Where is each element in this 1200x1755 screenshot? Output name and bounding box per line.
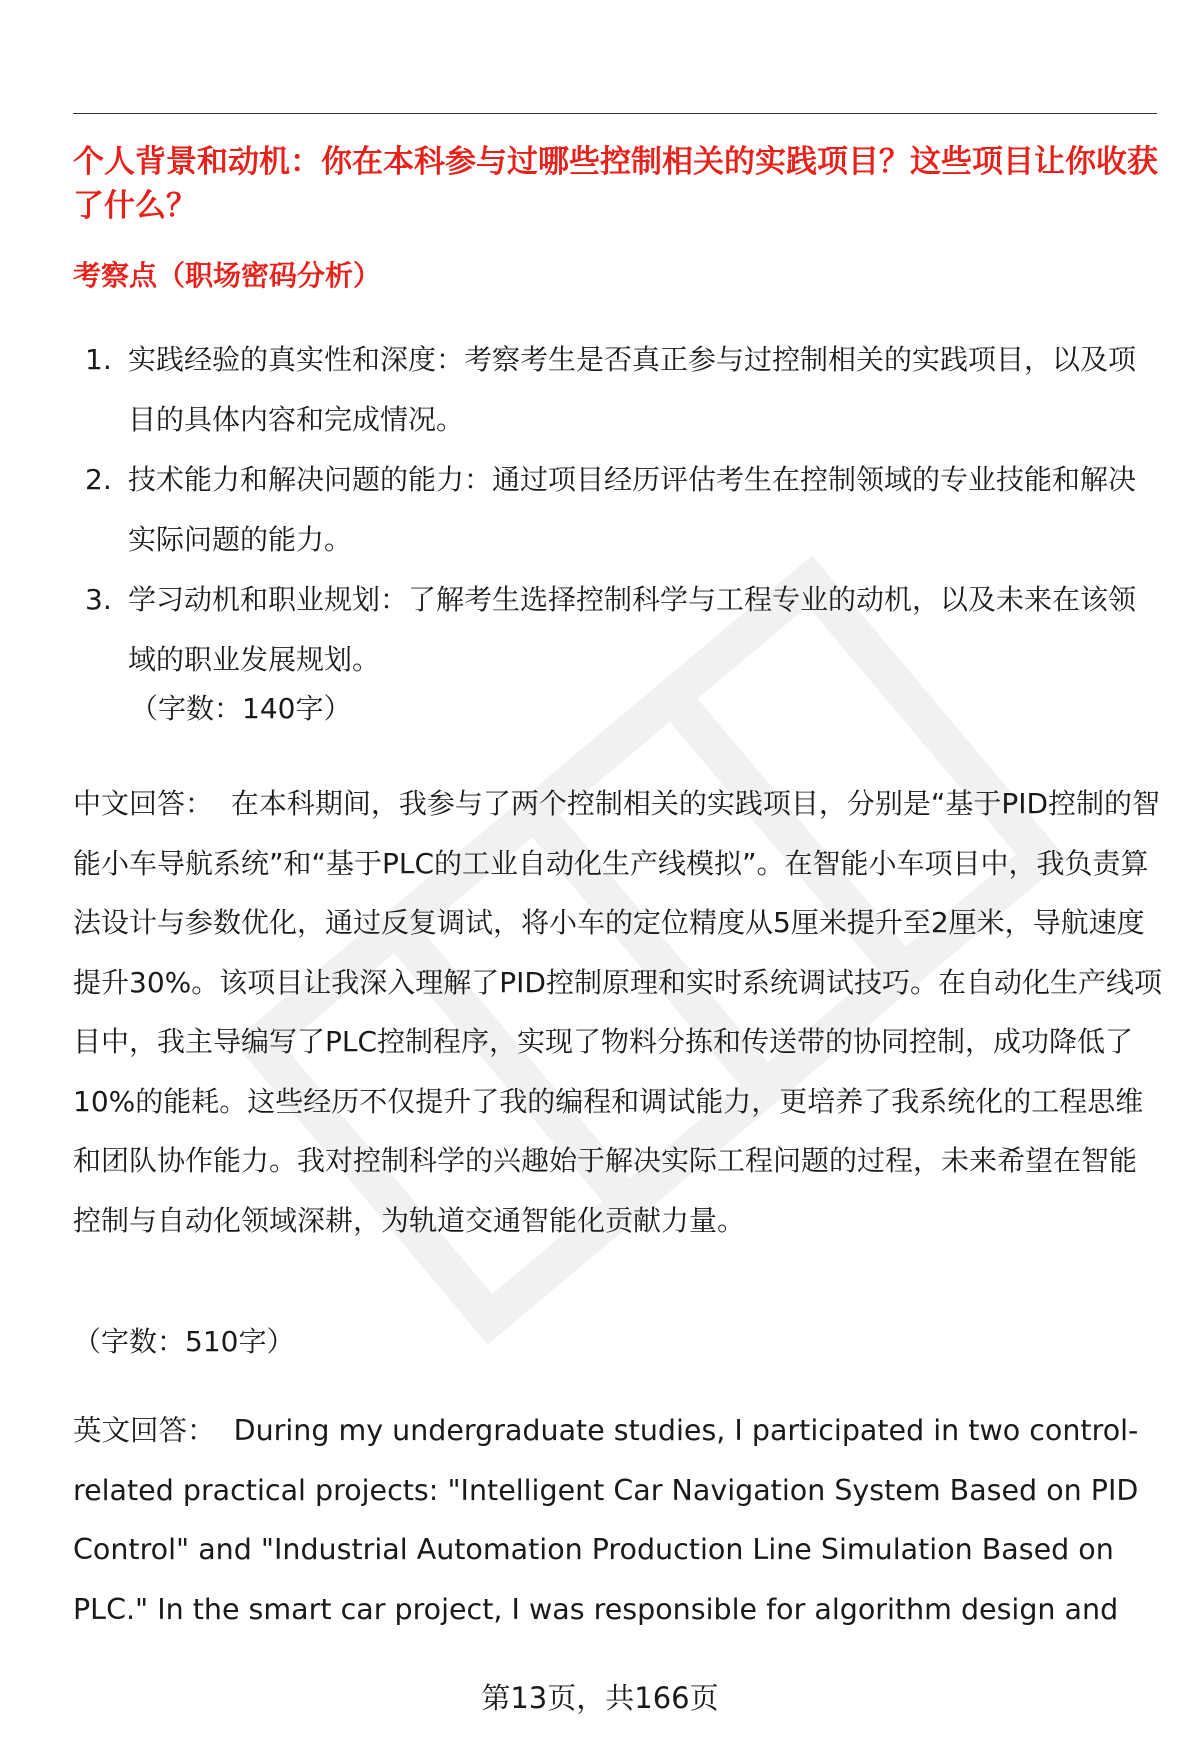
english-answer-text: During my undergraduate studies, I participated in two control-related practical projects: "Intelligent Car Navigation System Based on PID Control" and "Industrial Automation Production Line Simulation Based on PLC." In the smart car project, I was responsible for algorithm design and [73,1414,1139,1626]
question-heading: 个人背景和动机：你在本科参与过哪些控制相关的实践项目？这些项目让你收获了什么？ [73,144,1158,224]
answer-word-count: （字数：510字） [73,1325,295,1358]
chinese-answer-label: 中文回答： [73,787,214,820]
list-item [73,330,1163,450]
chinese-answer [73,774,1163,1250]
list-item-number: 2. [85,463,112,496]
list-item [73,570,1163,690]
chinese-answer-text: 在本科期间，我参与了两个控制相关的实践项目，分别是“基于PID控制的智能小车导航系统”和“基于PLC的工业自动化生产线模拟”。在智能小车项目中，我负责算法设计与参数优化，通过反复调试，将小车的定位精度从5厘米提升至2厘米，导航速度提升30%。该项目让我深入理解了PID控制原理和实时系统调试技巧。在自动化生产线项目中，我主导编写了PLC控制程序，实现了物料分拣和传送带的协同控制，成功降低了10%的能耗。这些经历不仅提升了我的编程和调试能力，更培养了我系统化的工程思维和团队协作能力。我对控制科学的兴趣始于解决实际工程问题的过程，未来希望在智能控制与自动化领域深耕，为轨道交通智能化贡献力量。 [73,787,1162,1237]
english-answer-label: 英文回答： [73,1414,216,1447]
list-item-text: 技术能力和解决问题的能力：通过项目经历评估考生在控制领域的专业技能和解决实际问题的能力。 [128,463,1137,556]
assessment-points-list [73,330,1163,690]
points-word-count: （字数：140字） [130,692,352,725]
english-answer [73,1401,1163,1639]
assessment-points-heading: 考察点（职场密码分析） [73,259,382,292]
page-number-footer: 第13页，共166页 [481,1681,719,1715]
list-item-number: 3. [85,583,112,616]
list-item-text: 实践经验的真实性和深度：考察考生是否真正参与过控制相关的实践项目，以及项目的具体内容和完成情况。 [128,343,1137,436]
list-item-number: 1. [85,343,112,376]
list-item-text: 学习动机和职业规划：了解考生选择控制科学与工程专业的动机，以及未来在该领域的职业发展规划。 [128,583,1137,676]
header-divider [73,113,1157,114]
list-item [73,450,1163,570]
